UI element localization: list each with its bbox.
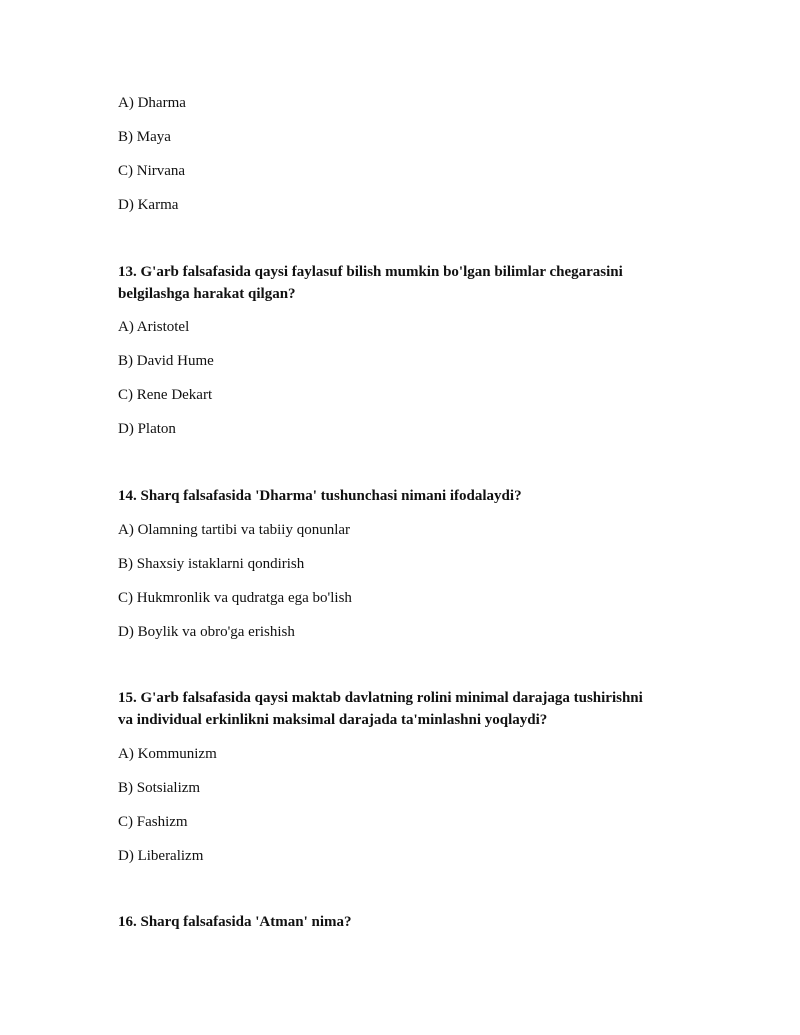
question-13-title-line-2: belgilashga harakat qilgan?: [118, 286, 296, 302]
question-13-title-line-1: 13. G'arb falsafasida qaysi faylasuf bilish mumkin bo'lgan bilimlar chegarasini: [118, 264, 623, 280]
question-13-option-a: A) Aristotel: [118, 319, 190, 335]
question-16-title-line-1: 16. Sharq falsafasida 'Atman' nima?: [118, 914, 352, 930]
question-14-option-a: A) Olamning tartibi va tabiiy qonunlar: [118, 522, 351, 538]
question-15-title-line-2: va individual erkinlikni maksimal darajada ta'minlashni yoqlaydi?: [118, 712, 548, 728]
question-14-option-d: D) Boylik va obro'ga erishish: [118, 624, 295, 640]
prev-option-c: C) Nirvana: [118, 163, 186, 179]
question-15-option-a: A) Kommunizm: [118, 746, 217, 762]
question-13-option-d: D) Platon: [118, 421, 176, 437]
prev-option-b: B) Maya: [118, 129, 171, 145]
question-15-option-c: C) Fashizm: [118, 814, 188, 830]
question-14-option-b: B) Shaxsiy istaklarni qondirish: [118, 556, 305, 572]
prev-option-d: D) Karma: [118, 197, 179, 213]
question-14-title-line-1: 14. Sharq falsafasida 'Dharma' tushunchasi nimani ifodalaydi?: [118, 488, 522, 504]
question-13-option-c: C) Rene Dekart: [118, 387, 213, 403]
prev-option-a: A) Dharma: [118, 95, 186, 111]
question-14-option-c: C) Hukmronlik va qudratga ega bo'lish: [118, 590, 352, 606]
question-15-option-d: D) Liberalizm: [118, 848, 204, 864]
question-13-option-b: B) David Hume: [118, 353, 214, 369]
question-15-title-line-1: 15. G'arb falsafasida qaysi maktab davlatning rolini minimal darajaga tushirishni: [118, 690, 643, 706]
question-15-option-b: B) Sotsializm: [118, 780, 201, 796]
